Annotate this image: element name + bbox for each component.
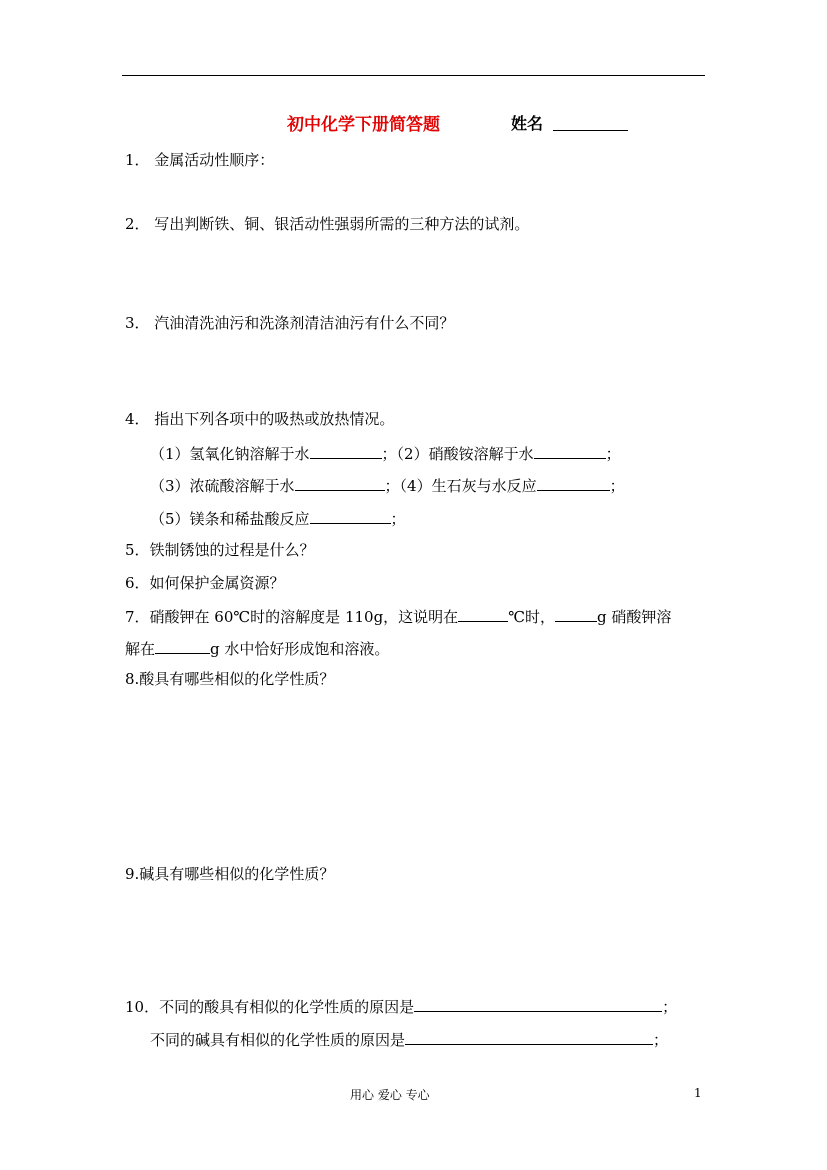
q10-text-1: 10．不同的酸具有相似的化学性质的原因是 bbox=[125, 998, 415, 1016]
question-4: 4． 指出下列各项中的吸热或放热情况。 bbox=[125, 410, 395, 428]
q4-separator: ； bbox=[609, 477, 625, 495]
question-8: 8.酸具有哪些相似的化学性质？ bbox=[125, 670, 335, 688]
footer-text: 用心 爱心 专心 bbox=[350, 1088, 430, 1102]
q4-item-1-label: （1）氢氧化钠溶解于水 bbox=[150, 445, 310, 463]
question-6: 6．如何保护金属资源？ bbox=[125, 574, 285, 592]
question-3: 3． 汽油清洗油污和洗涤剂清洁油污有什么不同？ bbox=[125, 314, 455, 332]
q4-item-5-label: （5）镁条和稀盐酸反应 bbox=[150, 510, 310, 528]
question-7-line-1 bbox=[125, 606, 671, 627]
q7-text-1: 7．硝酸钾在 60℃时的溶解度是 110g，这说明在 bbox=[125, 608, 459, 626]
q7-text-5: g 水中恰好形成饱和溶液。 bbox=[210, 640, 390, 658]
header-rule bbox=[122, 75, 705, 76]
q4-item-5-blank[interactable] bbox=[310, 508, 391, 524]
q10-separator: ； bbox=[662, 998, 678, 1016]
question-4-row-3 bbox=[150, 508, 406, 529]
q7-text-2: ℃时， bbox=[508, 608, 555, 626]
q4-separator: ； bbox=[390, 510, 406, 528]
q10-base-reason-blank[interactable] bbox=[405, 1029, 653, 1045]
question-7-line-2 bbox=[125, 638, 389, 659]
q4-item-3-blank[interactable] bbox=[295, 475, 385, 491]
q4-item-1-blank[interactable] bbox=[310, 443, 382, 459]
q7-text-4: 解在 bbox=[125, 640, 156, 658]
q7-text-3: g 硝酸钾溶 bbox=[596, 608, 672, 626]
q4-item-2-blank[interactable] bbox=[534, 443, 606, 459]
q4-item-3-label: （3）浓硫酸溶解于水 bbox=[150, 477, 295, 495]
question-4-row-2 bbox=[150, 475, 625, 496]
page-number: 1 bbox=[694, 1086, 702, 1100]
page-title: 初中化学下册简答题 bbox=[287, 115, 440, 135]
question-2: 2． 写出判断铁、铜、银活动性强弱所需的三种方法的试剂。 bbox=[125, 215, 530, 233]
q4-item-4-label: ；（4）生石灰与水反应 bbox=[384, 477, 537, 495]
q7-temperature-blank[interactable] bbox=[458, 606, 508, 622]
question-10-line-2 bbox=[150, 1029, 668, 1050]
q10-text-2: 不同的碱具有相似的化学性质的原因是 bbox=[150, 1031, 406, 1049]
q7-water-blank[interactable] bbox=[155, 638, 210, 654]
q4-item-2-label: ；（2）硝酸铵溶解于水 bbox=[381, 445, 534, 463]
name-blank[interactable] bbox=[553, 130, 628, 131]
q4-separator: ； bbox=[605, 445, 621, 463]
q10-separator: ； bbox=[653, 1031, 669, 1049]
q7-mass-blank[interactable] bbox=[555, 606, 597, 622]
question-9: 9.碱具有哪些相似的化学性质？ bbox=[125, 865, 335, 883]
q4-item-4-blank[interactable] bbox=[537, 475, 610, 491]
question-10-line-1 bbox=[125, 996, 677, 1017]
question-1: 1． 金属活动性顺序： bbox=[125, 151, 275, 169]
question-4-row-1 bbox=[150, 443, 621, 464]
name-label: 姓名 bbox=[511, 114, 544, 133]
question-5: 5．铁制锈蚀的过程是什么？ bbox=[125, 541, 315, 559]
q10-acid-reason-blank[interactable] bbox=[414, 996, 662, 1012]
